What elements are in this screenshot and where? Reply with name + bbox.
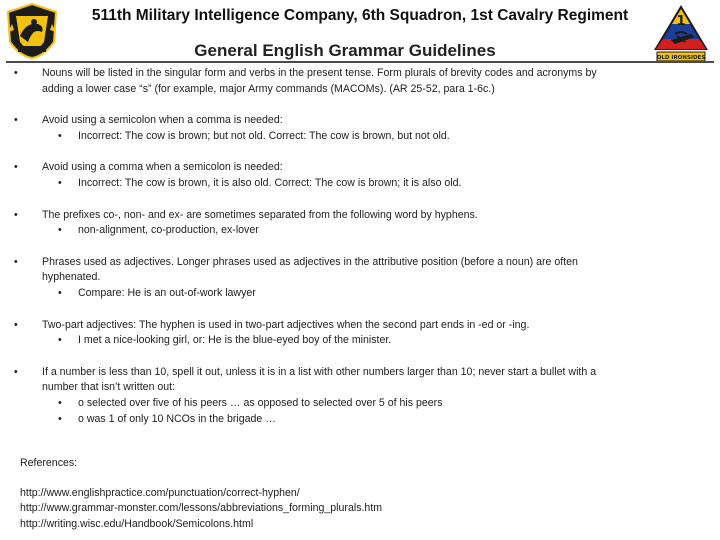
sub-item-text: o selected over five of his peers … as opposed to selected over 5 of his peers (78, 396, 443, 409)
bullet-marker: • (14, 365, 18, 378)
guideline-item (0, 208, 720, 239)
guideline-text (0, 255, 720, 271)
bullet-marker: • (14, 161, 18, 174)
bullet-marker: • (14, 318, 18, 331)
guideline-sub-item (0, 396, 720, 412)
guideline-sub-item (0, 176, 720, 192)
reference-link[interactable]: http://www.englishpractice.com/punctuation/correct-hyphen/ (20, 486, 300, 499)
sub-item-text: Incorrect: The cow is brown, it is also old. Correct: The cow is brown; it is also old. (78, 176, 462, 189)
guideline-line: Avoid using a semicolon when a comma is needed: (42, 114, 283, 127)
patch-number: 1 (676, 14, 686, 29)
guideline-line: Two-part adjectives: The hyphen is used in two-part adjectives when the second part ends in -ed or -ing. (42, 318, 530, 331)
guideline-line: number that isn’t written out: (42, 381, 176, 394)
bullet-marker: • (14, 208, 18, 221)
guideline-text (0, 208, 720, 224)
guideline-line: adding a lower case “s” (for example, major Army commands (MACOMs). (AR 25-52, para 1-6c.) (42, 82, 495, 95)
guideline-sub-item (0, 333, 720, 349)
sub-item-text: I met a nice-looking girl, or: He is the blue-eyed boy of the minister. (78, 334, 392, 347)
bullet-marker: • (14, 114, 18, 127)
guideline-item (0, 160, 720, 191)
header-divider (6, 61, 714, 63)
patch-scroll-text: OLD IRONSIDES (656, 55, 706, 61)
guideline-line: Phrases used as adjectives. Longer phrases used as adjectives in the attributive position (before a noun) are often (42, 255, 578, 268)
guideline-item (0, 255, 720, 302)
guideline-text (0, 113, 720, 129)
sub-bullet-marker: • (58, 396, 62, 409)
sub-item-text: Incorrect: The cow is brown; but not old. Correct: The cow is brown, but not old. (78, 129, 450, 142)
guideline-text (0, 270, 720, 286)
guideline-line: If a number is less than 10, spell it out, unless it is in a list with other numbers larger than 10; never start a bullet with a (42, 365, 597, 378)
guideline-sub-item (0, 286, 720, 302)
guideline-text (0, 66, 720, 82)
guideline-text (0, 318, 720, 334)
references-section (20, 456, 382, 532)
sub-item-text: Compare: He is an out-of-work lawyer (78, 286, 256, 299)
sub-bullet-marker: • (58, 129, 62, 142)
guideline-line: Avoid using a comma when a semicolon is needed: (42, 161, 283, 174)
sub-bullet-marker: • (58, 224, 62, 237)
guideline-sub-item (0, 223, 720, 239)
reference-link[interactable]: http://writing.wisc.edu/Handbook/Semicolons.html (20, 517, 254, 530)
guidelines-list (0, 66, 720, 427)
guideline-text (0, 365, 720, 381)
guideline-text (0, 82, 720, 98)
sub-bullet-marker: • (58, 176, 62, 189)
sub-item-text: non-alignment, co-production, ex-lover (78, 224, 259, 237)
sub-bullet-marker: • (58, 334, 62, 347)
guideline-sub-item (0, 412, 720, 428)
page-title: 511th Military Intelligence Company, 6th Squadron, 1st Cavalry Regiment (91, 7, 629, 24)
guideline-line: Nouns will be listed in the singular form and verbs in the present tense. Form plurals of brevity codes and acronyms by (42, 67, 597, 79)
sub-bullet-marker: • (58, 286, 62, 299)
guideline-text (0, 380, 720, 396)
bullet-marker: • (14, 255, 18, 268)
sub-bullet-marker: • (58, 412, 62, 425)
guideline-item (0, 66, 720, 97)
guideline-item (0, 318, 720, 349)
sub-item-text: o was 1 of only 10 NCOs in the brigade … (78, 412, 276, 425)
guideline-line: The prefixes co-, non- and ex- are sometimes separated from the following word by hyphens. (42, 208, 478, 221)
guideline-item (0, 113, 720, 144)
guideline-line: hyphenated. (42, 271, 101, 284)
guideline-item (0, 365, 720, 427)
references-label: References: (20, 457, 78, 469)
guideline-sub-item (0, 129, 720, 145)
reference-link[interactable]: http://www.grammar-monster.com/lessons/abbreviations_forming_plurals.htm (20, 502, 383, 515)
bullet-marker: • (14, 67, 18, 79)
page-subtitle: General English Grammar Guidelines (194, 41, 496, 60)
guideline-text (0, 160, 720, 176)
